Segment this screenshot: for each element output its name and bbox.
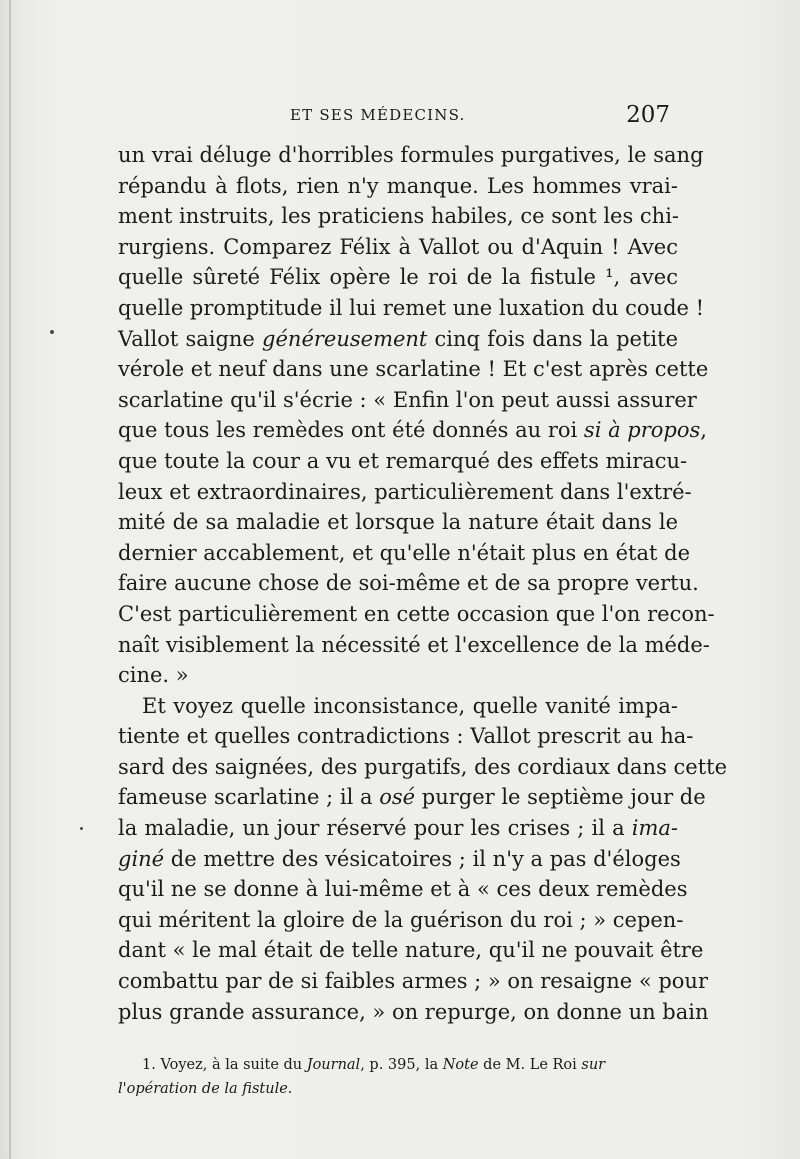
paper-speck [50, 330, 54, 334]
text-line [118, 905, 684, 936]
text-line [118, 844, 681, 875]
footnote-italic-segment: sur [581, 1057, 606, 1073]
text-segment: qu'il ne se donne à lui-même et à « ces deux remèdes [118, 877, 688, 902]
text-segment: Et voyez quelle inconsistance, quelle vanité impa- [142, 693, 678, 718]
text-segment: cinq fois dans la petite [427, 326, 678, 351]
text-line [118, 966, 708, 997]
footnote-line: l'opération de la fistule. [118, 1081, 293, 1097]
text-segment: que tous les remèdes ont été donnés au roi [118, 418, 584, 443]
paper-speck [80, 827, 83, 830]
text-segment: plus grande assurance, » on repurge, on donne un bain [118, 999, 709, 1024]
text-segment: un vrai déluge d'horribles formules purgatives, le sang [118, 143, 704, 167]
text-line [118, 415, 707, 446]
text-segment: quelle sûreté Félix opère le roi de la fistule ¹, avec [118, 265, 678, 290]
text-segment: ment instruits, les praticiens habiles, ce sont les chi- [118, 204, 680, 229]
text-line [118, 997, 709, 1028]
body-text [118, 140, 728, 1027]
text-segment: que toute la cour a vu et remarqué des effets miracu- [118, 448, 688, 473]
page-number: 207 [626, 102, 670, 128]
text-segment: dernier accablement, et qu'elle n'était plus en état de [118, 540, 690, 565]
italic-segment: giné [118, 846, 165, 871]
text-segment: vérole et neuf dans une scarlatine ! Et c'est après cette [118, 357, 709, 382]
text-segment: la maladie, un jour réservé pour les crises ; il a [118, 816, 632, 841]
text-line [118, 354, 709, 385]
text-line [118, 721, 694, 752]
text-segment: purger le septième jour de [415, 785, 706, 810]
text-line [118, 140, 704, 171]
text-segment: , [700, 418, 707, 443]
text-line [118, 538, 690, 569]
text-line [118, 171, 678, 202]
footnote-line [118, 1053, 693, 1077]
text-segment: tiente et quelles contradictions : Vallot prescrit au ha- [118, 724, 694, 749]
footnote-segment: , p. 395, la [360, 1057, 443, 1073]
text-segment: sard des saignées, des purgatifs, des cordiaux dans cette [118, 754, 728, 779]
text-segment: combattu par de si faibles armes ; » on resaigne « pour [118, 969, 708, 994]
text-segment: naît visiblement la nécessité et l'excellence de la méde- [118, 632, 710, 657]
text-segment: Vallot saigne [118, 326, 263, 351]
text-line [118, 477, 692, 508]
text-line [118, 874, 688, 905]
page-header [118, 102, 678, 132]
binding-gutter-line [9, 0, 11, 1159]
footnote-italic-segment: Note [442, 1057, 479, 1073]
italic-segment: si à propos [583, 418, 701, 443]
text-line [118, 446, 688, 477]
text-line [118, 599, 715, 630]
running-head: ET SES MÉDECINS. [290, 106, 466, 124]
text-line [118, 201, 678, 232]
text-segment: dant « le mal était de telle nature, qu'il ne pouvait être [118, 938, 704, 963]
text-segment: cine. » [118, 663, 189, 688]
italic-segment: généreusement [262, 326, 428, 351]
text-line [118, 232, 678, 263]
text-line [118, 752, 728, 783]
text-line [118, 568, 699, 599]
text-line [118, 507, 678, 538]
text-segment: scarlatine qu'il s'écrie : « Enfin l'on peut aussi assurer [118, 387, 697, 412]
text-segment: rurgiens. Comparez Félix à Vallot ou d'Aquin ! Avec [118, 234, 678, 259]
text-line [118, 293, 705, 324]
footnote [118, 1053, 693, 1101]
text-line [118, 935, 704, 966]
text-segment: fameuse scarlatine ; il a [118, 785, 380, 810]
italic-segment: ima- [631, 816, 678, 841]
text-segment: leux et extraordinaires, particulièrement dans l'extré- [118, 479, 692, 504]
text-line [118, 385, 697, 416]
footnote-segment: de M. Le Roi [478, 1057, 582, 1073]
text-line [118, 691, 678, 722]
footnote-segment: 1. Voyez, à la suite du [142, 1057, 307, 1073]
text-segment: quelle promptitude il lui remet une luxation du coude ! [118, 295, 705, 320]
text-line [118, 630, 710, 661]
text-segment: faire aucune chose de soi-même et de sa propre vertu. [118, 571, 699, 596]
text-segment: C'est particulièrement en cette occasion que l'on recon- [118, 601, 715, 626]
text-line [118, 324, 678, 355]
text-line [118, 262, 678, 293]
footnote-italic-segment: Journal [306, 1057, 361, 1073]
text-segment: de mettre des vésicatoires ; il n'y a pas d'éloges [164, 846, 681, 871]
text-segment: répandu à flots, rien n'y manque. Les hommes vrai- [118, 173, 678, 198]
text-line [118, 782, 706, 813]
italic-segment: osé [379, 785, 416, 810]
text-segment: mité de sa maladie et lorsque la nature était dans le [118, 510, 678, 535]
text-line [118, 813, 678, 844]
text-segment: qui méritent la gloire de la guérison du roi ; » cepen- [118, 907, 684, 932]
text-line [118, 660, 678, 691]
